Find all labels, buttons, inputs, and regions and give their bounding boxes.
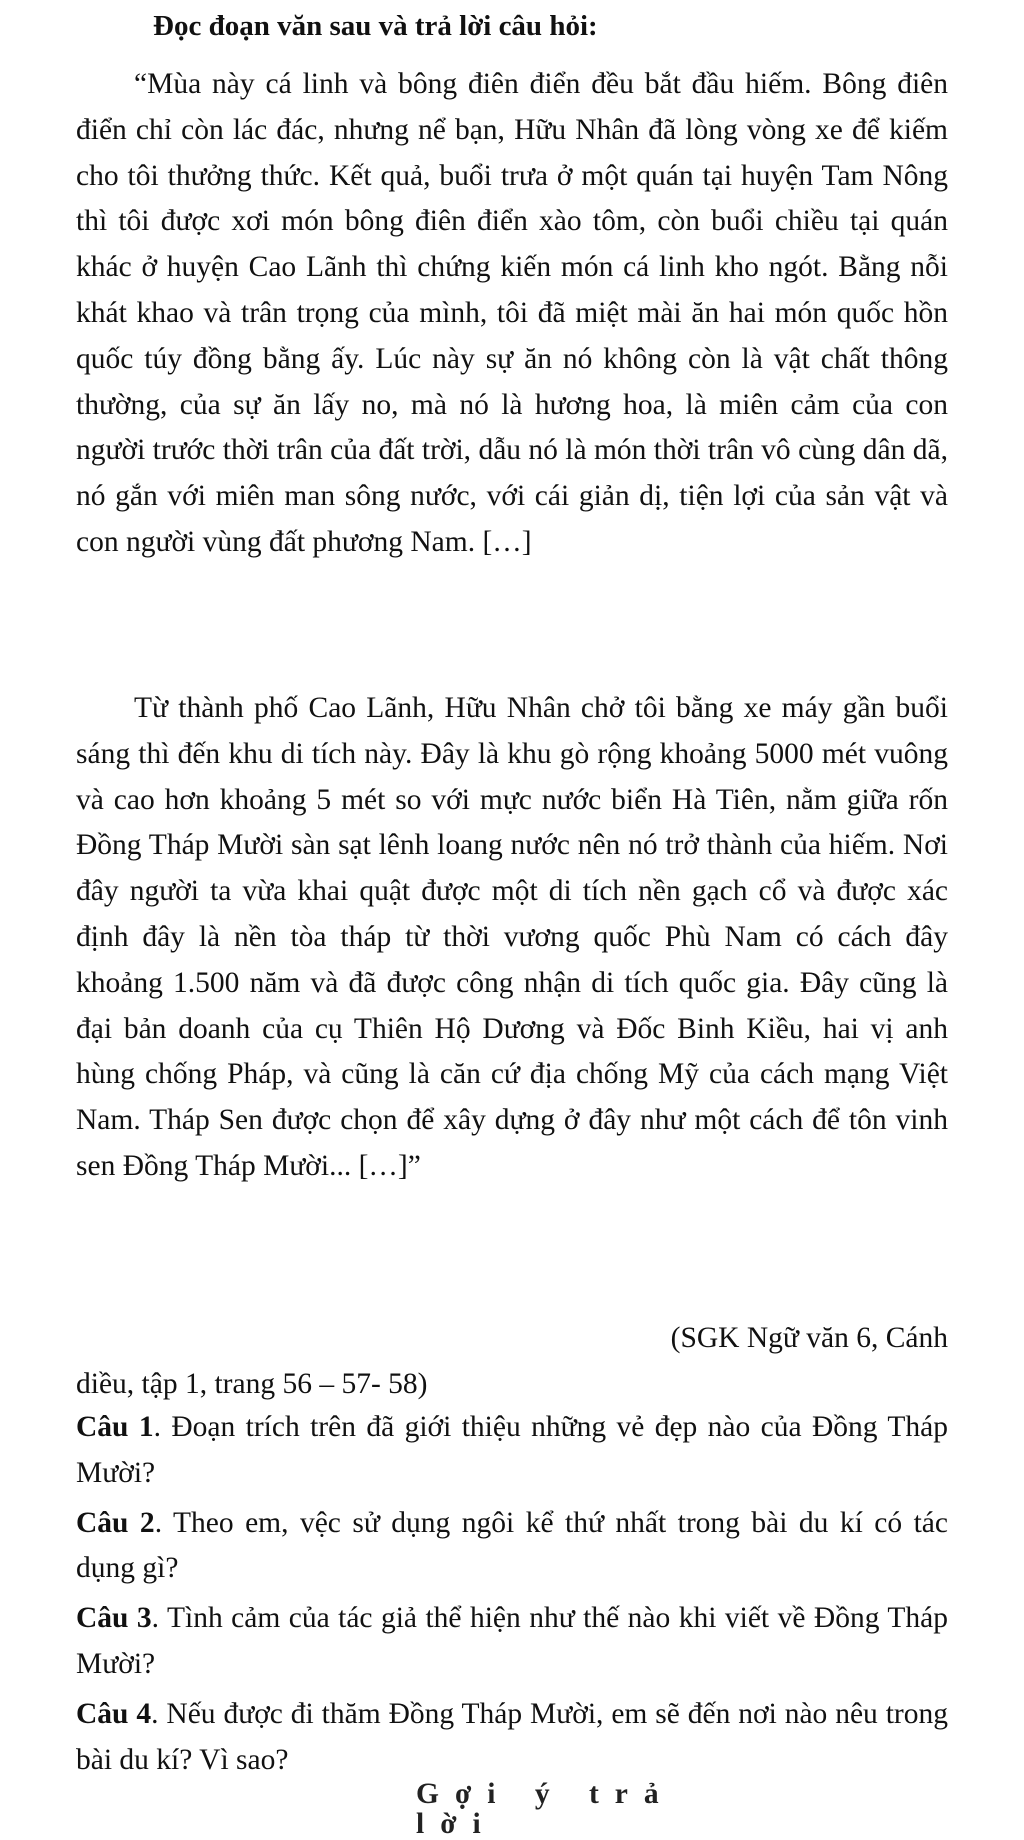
question-2-text: . Theo em, vệc sử dụng ngôi kể thứ nhất trong bài du kí có tác dụng gì? [76,1506,948,1585]
source-citation-line-2: diều, tập 1, trang 56 – 57- 58) [76,1367,428,1400]
question-2 [76,1501,948,1593]
instruction-heading: Đọc đoạn văn sau và trả lời câu hỏi: [153,10,598,42]
cropped-next-heading [416,1778,746,1840]
question-1-text: . Đoạn trích trên đã giới thiệu những vẻ đẹp nào của Đồng Tháp Mười? [76,1411,949,1489]
question-3-label: Câu 3 [76,1602,152,1635]
source-citation [76,1316,948,1408]
passage-paragraph-1: “Mùa này cá linh và bông điên điển đều bắt đầu hiếm. Bông điên điển chỉ còn lác đác, nhưng nể bạn, Hữu Nhân đã lòng vòng xe để kiếm cho tôi thưởng thức. Kết quả, buổi trưa ở một quán tại huyện Tam Nông thì tôi được xơi món bông điên điển xào tôm, còn buổi chiều tại quán khác ở huyện Cao Lãnh thì chứng kiến món cá linh kho ngót. Bằng nỗi khát khao và trân trọng của mình, tôi đã miệt mài ăn hai món quốc hồn quốc túy đồng bằng ấy. Lúc này sự ăn nó không còn là vật chất thông thường, của sự ăn lấy no, mà nó là hương hoa, là miên cảm của con người trước thời trân của đất trời, dẫu nó là món thời trân vô cùng dân dã, nó gắn với miên man sông nước, với cái giản dị, tiện lợi của sản vật và con người vùng đất phương Nam. […] [76,68,948,558]
question-1-label: Câu 1 [76,1411,154,1443]
source-citation-line-1: (SGK Ngữ văn 6, Cánh [670,1322,948,1354]
question-4-label: Câu 4 [76,1697,152,1730]
question-list [76,1405,948,1787]
question-1 [76,1405,948,1497]
question-3 [76,1596,948,1688]
cropped-next-heading-text: Gợi ý trả lời [416,1778,675,1840]
question-4 [76,1692,948,1784]
passage-paragraph-2: Từ thành phố Cao Lãnh, Hữu Nhân chở tôi bằng xe máy gần buổi sáng thì đến khu di tích này. Đây là khu gò rộng khoảng 5000 mét vuông và cao hơn khoảng 5 mét so với mực nước biển Hà Tiên, nằm giữa rốn Đồng Tháp Mười sàn sạt lênh loang nước nên nó trở thành của hiếm. Nơi đây người ta vừa khai quật được một di tích nền gạch cổ và được xác định đây là nền tòa tháp từ thời vương quốc Phù Nam có cách đây khoảng 1.500 năm và đã được công nhận di tích quốc gia. Đây cũng là đại bản doanh của cụ Thiên Hộ Dương và Đốc Binh Kiều, hai vị anh hùng chống Pháp, và cũng là căn cứ địa chống Mỹ của cách mạng Việt Nam. Tháp Sen được chọn để xây dựng ở đây như một cách để tôn vinh sen Đồng Tháp Mười... […]” [76,692,948,1182]
question-2-label: Câu 2 [76,1506,155,1539]
question-4-text: . Nếu được đi thăm Đồng Tháp Mười, em sẽ đến nơi nào nêu trong bài du kí? Vì sao? [76,1697,948,1776]
question-3-text: . Tình cảm của tác giả thể hiện như thế nào khi viết về Đồng Tháp Mười? [76,1602,948,1680]
